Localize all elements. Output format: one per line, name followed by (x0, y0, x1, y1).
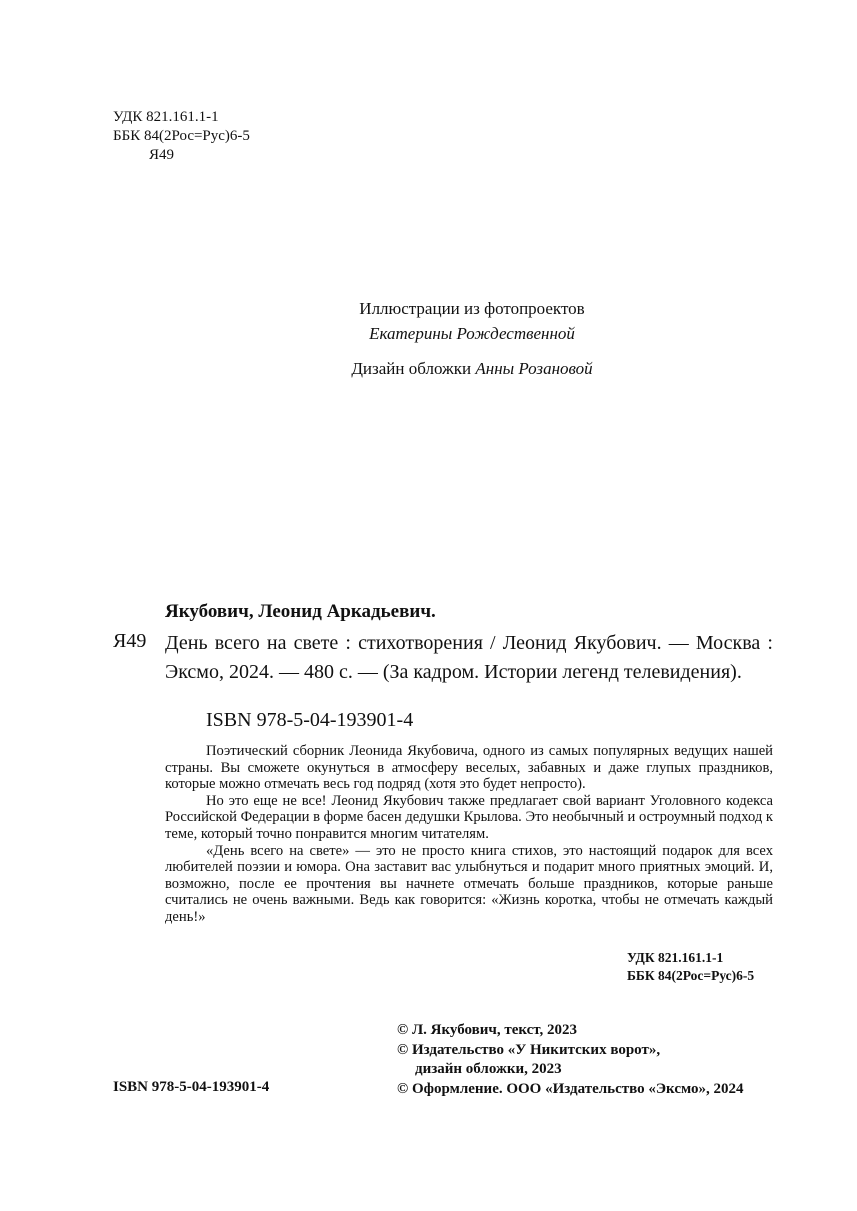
abstract (165, 743, 773, 926)
bib-author-mark: Я49 (113, 630, 147, 652)
bib-isbn: ISBN 978-5-04-193901-4 (206, 709, 414, 731)
isbn-bottom: ISBN 978-5-04-193901-4 (113, 1079, 270, 1095)
copyright-block (397, 1021, 744, 1099)
udk-code: УДК 821.161.1-1 (113, 109, 219, 125)
abstract-paragraph: «День всего на свете» — это не просто книга стихов, это настоящий подарок для всех любителей поэзии и юмора. Она заставит вас улыбнуться и подарит много приятных эмоций. И, возможно, после ее прочтения вы начнете отмечать больше праздников, которые раньше считались не очень важными. Ведь как говорится: «Жизнь коротка, чтобы не отмечать каждый день!» (165, 842, 773, 925)
codes-bottom (627, 949, 754, 985)
bbk-code-bottom: ББК 84(2Рос=Рус)6-5 (627, 968, 755, 983)
copyright-line: © Оформление. ООО «Издательство «Эксмо», 2024 (397, 1080, 744, 1097)
credits-block (0, 296, 857, 381)
classification-block (113, 108, 250, 165)
bib-author: Якубович, Леонид Аркадьевич. (165, 601, 436, 622)
cover-design-credit-prefix: Дизайн обложки (351, 359, 476, 378)
illustrations-credit-name: Екатерины Рождественной (369, 324, 575, 343)
author-mark: Я49 (149, 147, 175, 163)
udk-code-bottom: УДК 821.161.1-1 (627, 950, 724, 965)
illustrations-credit-prefix: Иллюстрации из фотопроектов (359, 299, 585, 318)
copyright-line: дизайн обложки, 2023 (415, 1061, 562, 1077)
copyright-line: © Л. Якубович, текст, 2023 (397, 1022, 578, 1038)
bbk-code: ББК 84(2Рос=Рус)6-5 (113, 128, 250, 144)
abstract-paragraph: Поэтический сборник Леонида Якубовича, одного из самых популярных ведущих нашей страны. Вы сможете окунуться в атмосферу веселых, забавных и даже глупых праздников, которые можно отмечать весь год подряд (хотя это будет непросто). (165, 743, 773, 793)
cover-design-credit-name: Анны Розановой (475, 359, 593, 378)
abstract-paragraph: Но это еще не все! Леонид Якубович также предлагает свой вариант Уголовного кодекса Российской Федерации в форме басен дедушки Крылова. Это необычный и остроумный подход к теме, который точно понравится многим читателям. (165, 792, 773, 842)
copyright-line: © Издательство «У Никитских ворот», (397, 1041, 661, 1058)
bib-description: День всего на свете : стихотворения / Леонид Якубович. — Москва : Эксмо, 2024. — 480 с. — (За кадром. Истории легенд телевидения). (165, 632, 773, 683)
